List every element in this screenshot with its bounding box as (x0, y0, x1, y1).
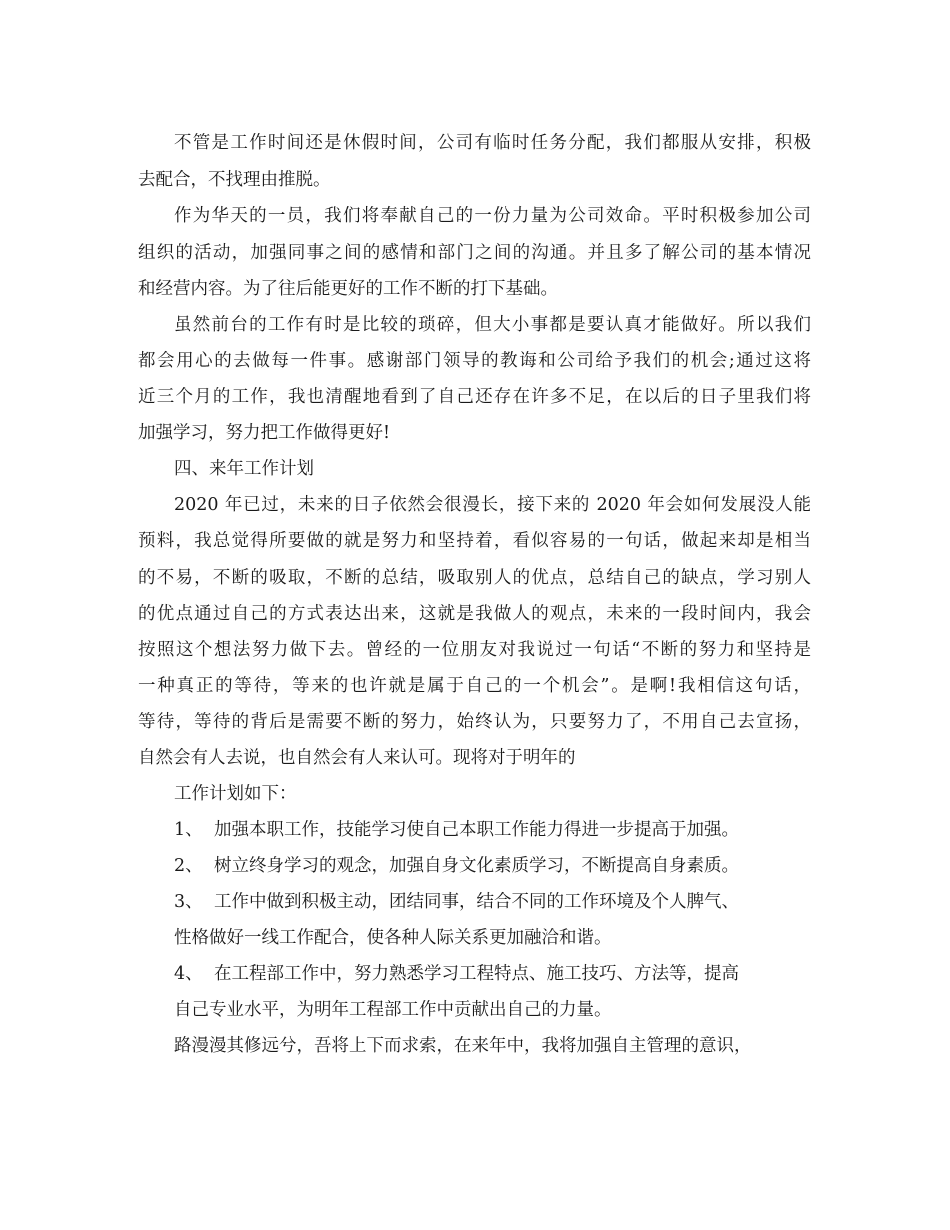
paragraph-line: 自然会有人去说，也自然会有人来认可。现将对于明年的 (138, 748, 576, 768)
paragraph-line: 去配合，不找理由推脱。 (138, 170, 331, 190)
list-item (174, 854, 739, 878)
paragraph-line: 的优点通过自己的方式表达出来，这就是我做人的观点，未来的一段时间内，我会 (138, 604, 811, 624)
list-number: 3、 (174, 892, 203, 912)
list-item-text: 在工程部工作中，努力熟悉学习工程特点、施工技巧、方法等，提高 (214, 964, 739, 984)
list-item-continuation: 性格做好一线工作配合，使各种人际关系更加融洽和谐。 (174, 928, 612, 948)
paragraph-line: 按照这个想法努力做下去。曾经的一位朋友对我说过一句话“不断的努力和坚持是 (138, 640, 811, 660)
list-item-text: 树立终身学习的观念，加强自身文化素质学习，不断提高自身素质。 (214, 856, 739, 876)
paragraph-line: 2020 年已过，未来的日子依然会很漫长，接下来的 2020 年会如何发展没人能 (174, 495, 811, 515)
list-item (174, 890, 739, 914)
paragraph-line: 的不易，不断的吸取，不断的总结，吸取别人的优点，总结自己的缺点，学习别人 (138, 568, 811, 588)
list-item-continuation: 自己专业水平，为明年工程部工作中贡献出自己的力量。 (174, 1000, 612, 1020)
paragraph-line: 近三个月的工作，我也清醒地看到了自己还存在许多不足，在以后的日子里我们将 (138, 387, 811, 407)
list-item (174, 962, 739, 986)
section-heading: 四、来年工作计划 (174, 459, 314, 479)
list-item (174, 818, 739, 842)
paragraph-line: 路漫漫其修远兮，吾将上下而求索，在来年中，我将加强自主管理的意识， (174, 1036, 752, 1056)
paragraph-line: 都会用心的去做每一件事。感谢部门领导的教诲和公司给予我们的机会;通过这将 (138, 351, 811, 371)
list-item-text: 工作中做到积极主动，团结同事，结合不同的工作环境及个人脾气、 (214, 892, 739, 912)
list-item-text: 加强本职工作，技能学习使自己本职工作能力得进一步提高于加强。 (214, 820, 739, 840)
list-number: 2、 (174, 856, 203, 876)
paragraph-line: 预料，我总觉得所要做的就是努力和坚持着，看似容易的一句话，做起来却是相当 (138, 531, 811, 551)
paragraph-line: 等待，等待的背后是需要不断的努力，始终认为，只要努力了，不用自己去宣扬， (138, 712, 811, 732)
list-number: 4、 (174, 964, 203, 984)
paragraph-line: 作为华天的一员，我们将奉献自己的一份力量为公司效命。平时积极参加公司 (174, 206, 811, 226)
paragraph-line: 虽然前台的工作有时是比较的琐碎，但大小事都是要认真才能做好。所以我们 (174, 315, 811, 335)
paragraph-line: 工作计划如下： (174, 784, 297, 804)
list-number: 1、 (174, 820, 203, 840)
paragraph-line: 组织的活动，加强同事之间的感情和部门之间的沟通。并且多了解公司的基本情况 (138, 243, 811, 263)
paragraph-line: 加强学习，努力把工作做得更好! (138, 423, 391, 443)
paragraph-line: 一种真正的等待，等来的也许就是属于自己的一个机会”。是啊!我相信这句话， (138, 676, 811, 696)
paragraph-line: 不管是工作时间还是休假时间，公司有临时任务分配，我们都服从安排，积极 (174, 133, 811, 153)
paragraph-line: 和经营内容。为了往后能更好的工作不断的打下基础。 (138, 279, 558, 299)
